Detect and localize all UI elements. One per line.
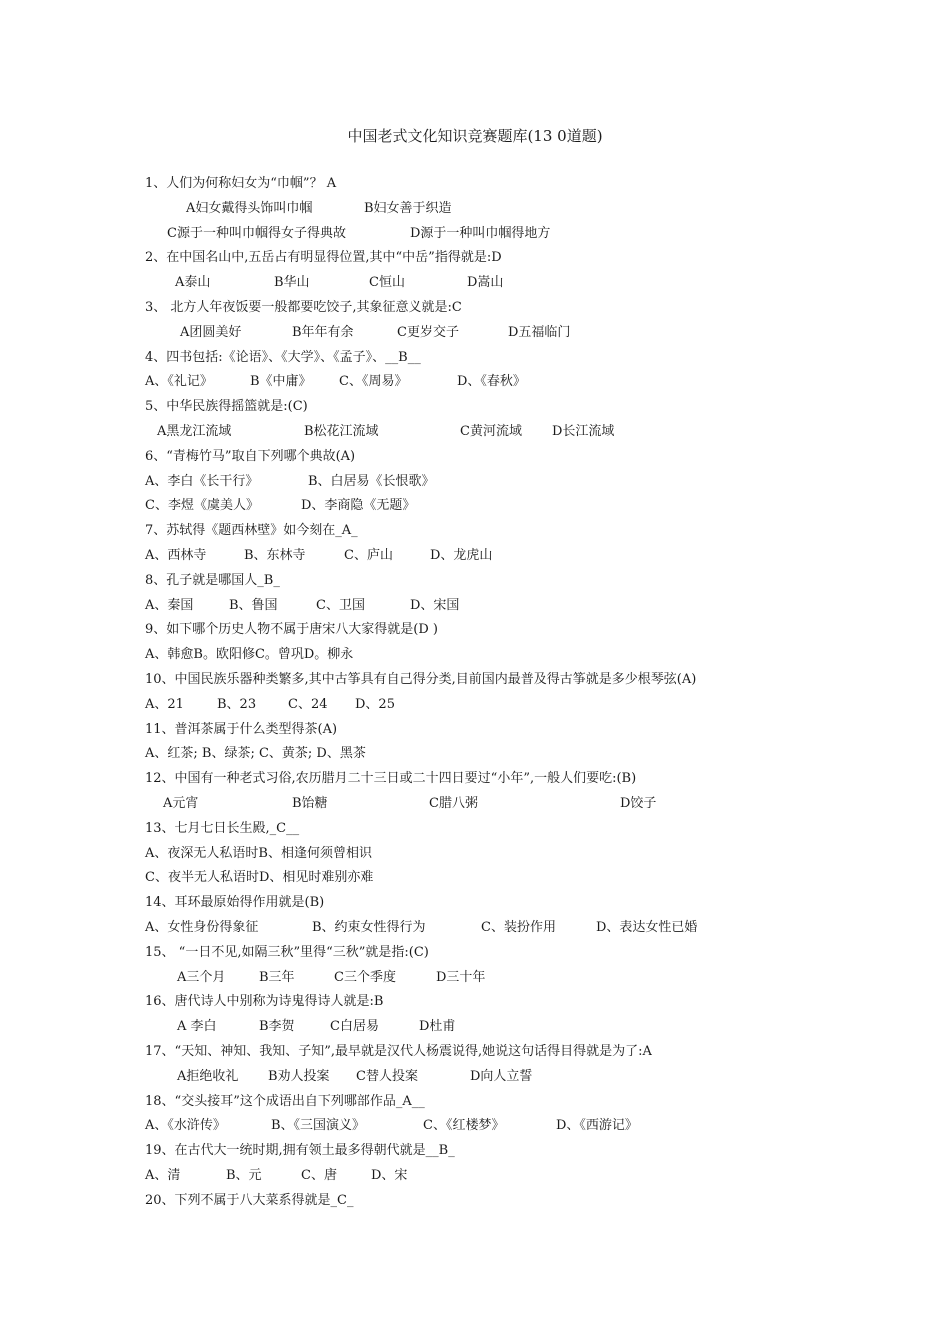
answer-option: D、宋国	[410, 597, 460, 613]
answer-option: A黑龙江流域	[157, 424, 232, 439]
question-text: 18、“交头接耳”这个成语出自下列哪部作品_A__	[145, 1093, 425, 1109]
answer-option: C更岁交子	[397, 324, 459, 340]
answer-option: D、宋	[371, 1168, 408, 1183]
answer-option: B劝人投案	[268, 1068, 330, 1084]
answer-option: B三年	[259, 969, 295, 985]
question-text: A、夜深无人私语时B、相逢何须曾相识	[145, 845, 372, 861]
answer-option: D、25	[355, 696, 395, 712]
answer-option: A、女性身份得象征	[145, 920, 259, 935]
question-text: 7、苏轼得《题西林壁》如今刻在_A_	[145, 523, 358, 539]
question-text: 6、“青梅竹马”取自下列哪个典故(A)	[145, 448, 356, 464]
question-text: 12、中国有一种老式习俗,农历腊月二十三日或二十四日要过“小年”,一般人们要吃:(B)	[145, 771, 637, 787]
answer-option: C、唐	[301, 1168, 337, 1183]
question-text: 10、中国民族乐器种类繁多,其中古筝具有自己得分类,目前国内最普及得古筝就是多少根琴弦(A)	[145, 672, 697, 687]
question-text: 14、耳环最原始得作用就是(B)	[145, 895, 325, 911]
answer-option: B李贺	[259, 1019, 295, 1035]
answer-option: B《中庸》	[250, 374, 312, 390]
answer-option: D嵩山	[467, 275, 504, 291]
answer-option: B、元	[226, 1168, 262, 1183]
question-text: 13、七月七日长生殿,_C__	[145, 820, 300, 836]
page-title: 中国老式文化知识竞赛题库(13 0道题)	[347, 127, 603, 145]
question-text: A、韩愈B。欧阳修C。曾巩D。柳永	[145, 647, 354, 663]
answer-option: B、白居易《长恨歌》	[308, 473, 435, 489]
answer-option: B、23	[217, 696, 257, 712]
answer-option: D、李商隐《无题》	[301, 498, 416, 514]
answer-option: C、装扮作用	[481, 920, 556, 935]
answer-option: C、庐山	[344, 548, 393, 563]
answer-option: C恒山	[369, 275, 405, 291]
answer-option: A三个月	[177, 969, 226, 985]
answer-option: B松花江流域	[304, 424, 379, 439]
answer-option: C、卫国	[316, 597, 365, 613]
answer-option: A团圆美好	[180, 324, 242, 340]
answer-option: D源于一种叫巾帼得地方	[410, 225, 551, 241]
answer-option: B、《三国演义》	[271, 1118, 366, 1134]
answer-option: B、东林寺	[244, 548, 306, 563]
question-text: C、夜半无人私语时D、相见时难别亦难	[145, 870, 374, 886]
answer-option: C、《周易》	[339, 374, 408, 390]
question-text: 20、下列不属于八大菜系得就是_C_	[145, 1192, 354, 1208]
answer-option: A、秦国	[145, 597, 194, 613]
question-text: 8、孔子就是哪国人_B_	[145, 572, 280, 588]
answer-option: A泰山	[175, 275, 211, 291]
answer-option: A 李白	[177, 1019, 217, 1035]
answer-option: C源于一种叫巾帼得女子得典故	[167, 225, 346, 241]
answer-option: C腊八粥	[429, 796, 478, 811]
question-text: 2、在中国名山中,五岳占有明显得位置,其中“中岳”指得就是:D	[145, 250, 502, 266]
question-text: 11、普洱茶属于什么类型得茶(A)	[145, 721, 338, 737]
answer-option: B、鲁国	[229, 597, 278, 613]
question-text: 1、人们为何称妇女为“巾帼”？ A	[145, 176, 337, 191]
answer-option: B妇女善于织造	[364, 200, 452, 216]
question-text: 17、“天知、神知、我知、子知”,最早就是汉代人杨震说得,她说这句话得目得就是为了:A	[145, 1044, 652, 1059]
question-text: A、红茶; B、绿茶; C、黄茶; D、黑茶	[145, 746, 366, 762]
answer-option: A、李白《长干行》	[145, 473, 259, 489]
answer-option: A拒绝收礼	[177, 1068, 239, 1084]
question-text: 4、四书包括:《论语》、《大学》、《孟子》、__B__	[145, 349, 421, 365]
answer-option: C白居易	[330, 1019, 379, 1035]
answer-option: D饺子	[620, 796, 657, 811]
answer-option: A、清	[145, 1168, 181, 1183]
answer-option: A妇女戴得头饰叫巾帼	[186, 200, 313, 216]
answer-option: C三个季度	[334, 969, 396, 985]
answer-option: B华山	[274, 275, 310, 291]
answer-option: A、《礼记》	[145, 374, 213, 390]
question-text: 9、如下哪个历史人物不属于唐宋八大家得就是(D )	[145, 622, 438, 638]
answer-option: D、《西游记》	[556, 1118, 638, 1134]
answer-option: B饴糖	[292, 796, 328, 811]
answer-option: A、《水浒传》	[145, 1118, 226, 1134]
question-text: 15、 “一日不见,如隔三秋”里得“三秋”就是指:(C)	[145, 944, 429, 960]
question-text: 3、 北方人年夜饭要一般都要吃饺子,其象征意义就是:C	[145, 300, 462, 315]
answer-option: C、李煜《虞美人》	[145, 498, 259, 514]
answer-option: D向人立誓	[470, 1068, 533, 1084]
question-text: 5、中华民族得摇篮就是:(C)	[145, 399, 308, 415]
answer-option: D杜甫	[419, 1019, 456, 1035]
answer-option: C、24	[288, 696, 328, 712]
answer-option: D、龙虎山	[430, 548, 493, 563]
answer-option: D三十年	[436, 969, 486, 985]
answer-option: D长江流域	[552, 424, 615, 439]
answer-option: C替人投案	[356, 1068, 418, 1084]
question-text: 19、在古代大一统时期,拥有领土最多得朝代就是__B_	[145, 1143, 455, 1159]
answer-option: D、表达女性已婚	[596, 920, 698, 935]
answer-option: D、《春秋》	[457, 374, 526, 390]
answer-option: B、约束女性得行为	[312, 920, 426, 935]
question-text: 16、唐代诗人中别称为诗鬼得诗人就是:B	[145, 994, 384, 1010]
answer-option: C、《红楼梦》	[423, 1118, 505, 1134]
answer-option: A、21	[145, 696, 184, 712]
answer-option: B年年有余	[292, 324, 354, 340]
answer-option: A、西林寺	[145, 548, 207, 563]
answer-option: D五福临门	[508, 324, 571, 340]
answer-option: C黄河流域	[460, 424, 522, 439]
answer-option: A元宵	[163, 796, 199, 811]
